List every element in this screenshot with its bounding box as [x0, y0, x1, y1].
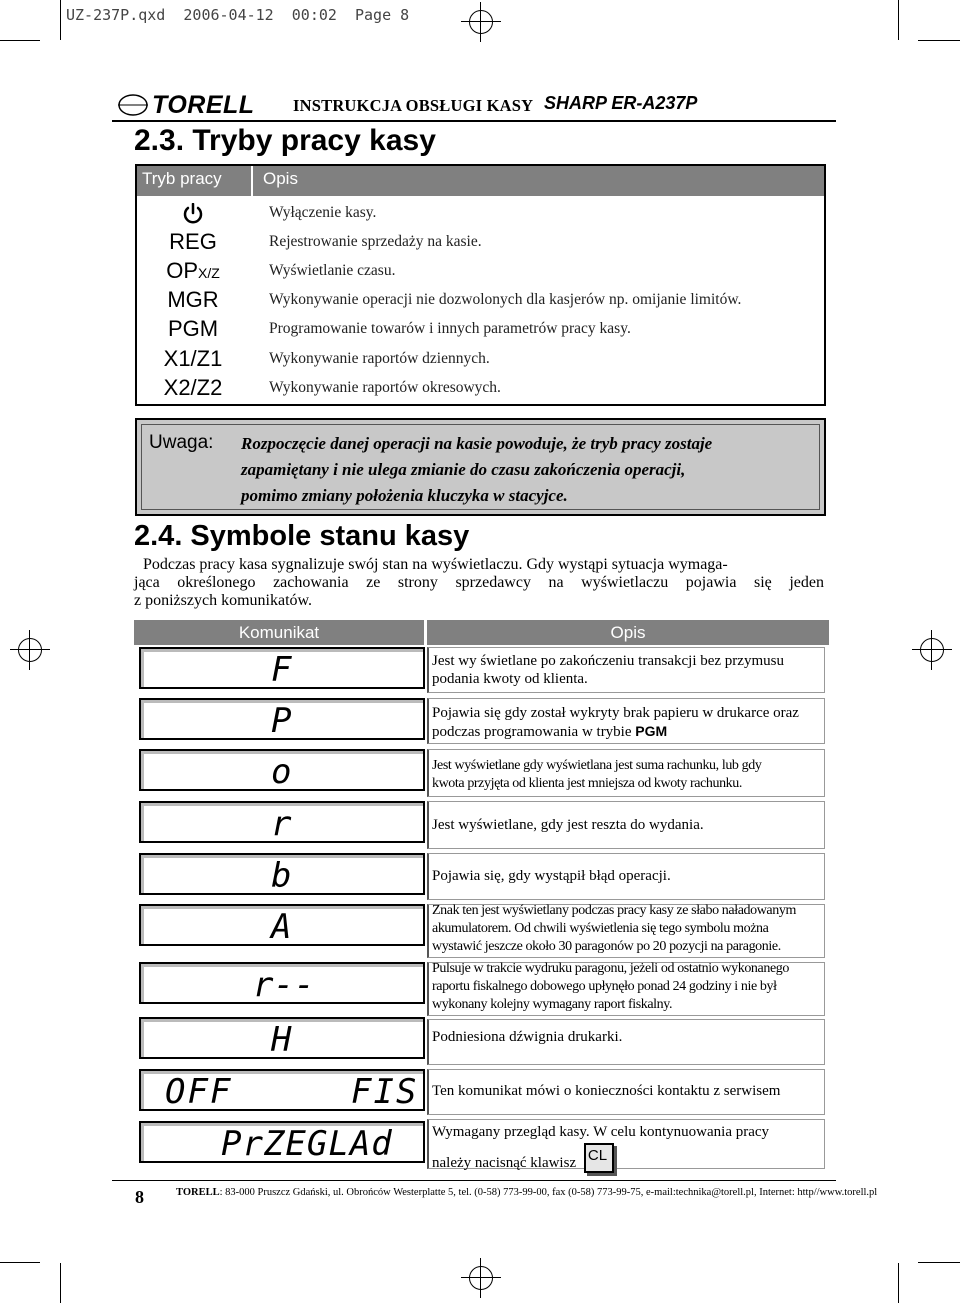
modes-table-header: [137, 166, 824, 196]
registration-mark-top: [461, 2, 501, 42]
cl-key-label: CL: [587, 1147, 608, 1164]
section-title-symbols: 2.4. Symbole stanu kasy: [134, 520, 470, 552]
brand-model: SHARP ER-A237P: [544, 93, 698, 113]
display-box: [139, 698, 425, 740]
logo-text: TORELL: [152, 91, 255, 119]
mode-row: [137, 314, 824, 343]
mode-name: PGM: [167, 316, 219, 341]
message-desc: Znak ten jest wyświetlany podczas pracy kasy ze słabo naładowanym akumulatorem. Od chwili wyświetlenia się tego symbolu można wystawić jeszcze około 30 paragonów po 20 pozycji na paragonie.: [432, 903, 796, 954]
display-box: [139, 853, 425, 895]
footer-contact: TORELL: 83-000 Pruszcz Gdański, ul. Obrońców Westerplatte 5, tel. (0-58) 773-99-00, fax (0-58) 773-99-75, e-mail:technika@torell.pl, Internet: http//www.torell.pl: [176, 1187, 878, 1198]
message-desc: Wymagany przegląd kasy. W celu kontynuowania pracy należy nacisnąć klawisz CL .: [432, 1124, 770, 1171]
mode-desc: Wyłączenie kasy.: [269, 204, 377, 221]
note-box: [135, 418, 826, 516]
display-box: [139, 801, 425, 843]
mode-emphasis: PGM: [635, 723, 668, 739]
display-text: OFF: [165, 1072, 233, 1112]
message-desc: Ten komunikat mówi o konieczności kontaktu z serwisem: [432, 1083, 781, 1099]
display-box: [139, 1069, 425, 1111]
note-label: Uwaga:: [149, 432, 214, 453]
mode-name: REG: [169, 229, 217, 254]
mode-subscript: X/Z: [198, 265, 220, 281]
mode-desc: Programowanie towarów i innych parametrów pracy kasy.: [269, 320, 631, 337]
mode-row: [137, 198, 824, 227]
registration-mark-right: [912, 630, 952, 670]
crop-line: [60, 0, 61, 40]
mode-row: [137, 256, 824, 285]
display-text: H: [271, 1020, 292, 1060]
display-text: PrZEGLAd: [221, 1124, 393, 1164]
display-text: F: [271, 650, 292, 690]
mode-desc: Wykonywanie raportów dziennych.: [269, 350, 490, 367]
print-header: UZ-237P.qxd 2006-04-12 00:02 Page 8: [66, 6, 410, 24]
display-text: b: [271, 856, 292, 896]
symbols-intro: Podczas pracy kasa sygnalizuje swój stan na wyświetlaczu. Gdy wystąpi sytuacja wymaga- jąca określonego zachowania ze strony sprzedawcy na wyświetlaczu pojawia się jeden z poniższych komunikatów.: [134, 556, 824, 609]
section-title-modes: 2.3. Tryby pracy kasy: [134, 124, 436, 157]
registration-mark-bottom: [461, 1258, 501, 1298]
message-desc: Jest wyświetlane, gdy jest reszta do wydania.: [432, 817, 704, 833]
mode-row: [137, 285, 824, 314]
display-text: o: [271, 752, 292, 792]
mode-desc: Wykonywanie raportów okresowych.: [269, 379, 501, 396]
modes-table: [135, 164, 826, 406]
torell-logo: [118, 92, 266, 118]
crop-line: [0, 40, 40, 41]
crop-line: [898, 0, 899, 40]
display-box: [139, 1017, 425, 1059]
crop-line: [898, 1263, 899, 1303]
display-text-2: FIS: [351, 1072, 419, 1112]
message-desc: Jest wyświetlane gdy wyświetlana jest suma rachunku, lub gdy kwota przyjęta od klienta jest mniejsza od kwoty rachunku.: [432, 758, 762, 791]
display-box: [139, 749, 425, 791]
cl-key-icon: [584, 1143, 614, 1173]
manual-title: INSTRUKCJA OBSŁUGI KASY: [293, 96, 534, 115]
registration-mark-left: [10, 630, 50, 670]
header-rule: [112, 120, 836, 122]
crop-line: [918, 1262, 960, 1263]
mode-row: [137, 344, 824, 373]
footer-rule: [112, 1180, 836, 1181]
mode-name: MGR: [167, 287, 219, 312]
col-header-desc: Opis: [263, 169, 298, 188]
display-box: [139, 1121, 425, 1163]
message-desc: Podniesiona dźwignia drukarki.: [432, 1029, 623, 1045]
crop-line: [918, 40, 960, 41]
message-desc: Pojawia się, gdy wystąpił błąd operacji.: [432, 868, 671, 884]
mode-desc: Wyświetlanie czasu.: [269, 262, 396, 279]
mode-row: [137, 227, 824, 256]
messages-header-desc: Opis: [427, 620, 829, 645]
display-box: [139, 904, 425, 946]
mode-desc: Rejestrowanie sprzedaży na kasie.: [269, 233, 482, 250]
crop-line: [60, 1263, 61, 1303]
display-box: [139, 962, 425, 1004]
col-header-mode: Tryb pracy: [142, 169, 222, 188]
mode-name: X1/Z1: [163, 346, 223, 371]
display-text: r--: [253, 965, 315, 1005]
mode-desc: Wykonywanie operacji nie dozwolonych dla kasjerów np. omijanie limitów.: [269, 291, 742, 308]
display-text: A: [271, 907, 292, 947]
power-icon: [137, 198, 249, 227]
note-text: Rozpoczęcie danej operacji na kasie powoduje, że tryb pracy zostaje zapamiętany i nie ulega zmianie do czasu zakończenia operacji, pomimo zmiany położenia kluczyka w stacyjce.: [241, 434, 713, 505]
display-box: [139, 647, 425, 689]
message-desc: Jest wy świetlane po zakończeniu transakcji bez przymusu podania kwoty od klienta.: [432, 653, 784, 687]
mode-name: X2/Z2: [163, 375, 223, 400]
messages-header-message: Komunikat: [134, 620, 424, 645]
crop-line: [0, 1262, 40, 1263]
display-text: P: [271, 701, 292, 741]
mode-name: OPX/Z: [166, 258, 220, 283]
message-desc: Pojawia się gdy został wykryty brak papieru w drukarce oraz podczas programowania w trybie PGM: [432, 705, 799, 740]
page-number: 8: [135, 1187, 144, 1207]
message-desc: Pulsuje w trakcie wydruku paragonu, jeżeli od ostatnio wykonanego raportu fiskalnego dobowego upłynęło ponad 24 godziny i nie był wykonany kolejny wymagany raport fiskalny.: [432, 961, 789, 1012]
display-text: r: [271, 804, 292, 844]
mode-row: [137, 373, 824, 402]
